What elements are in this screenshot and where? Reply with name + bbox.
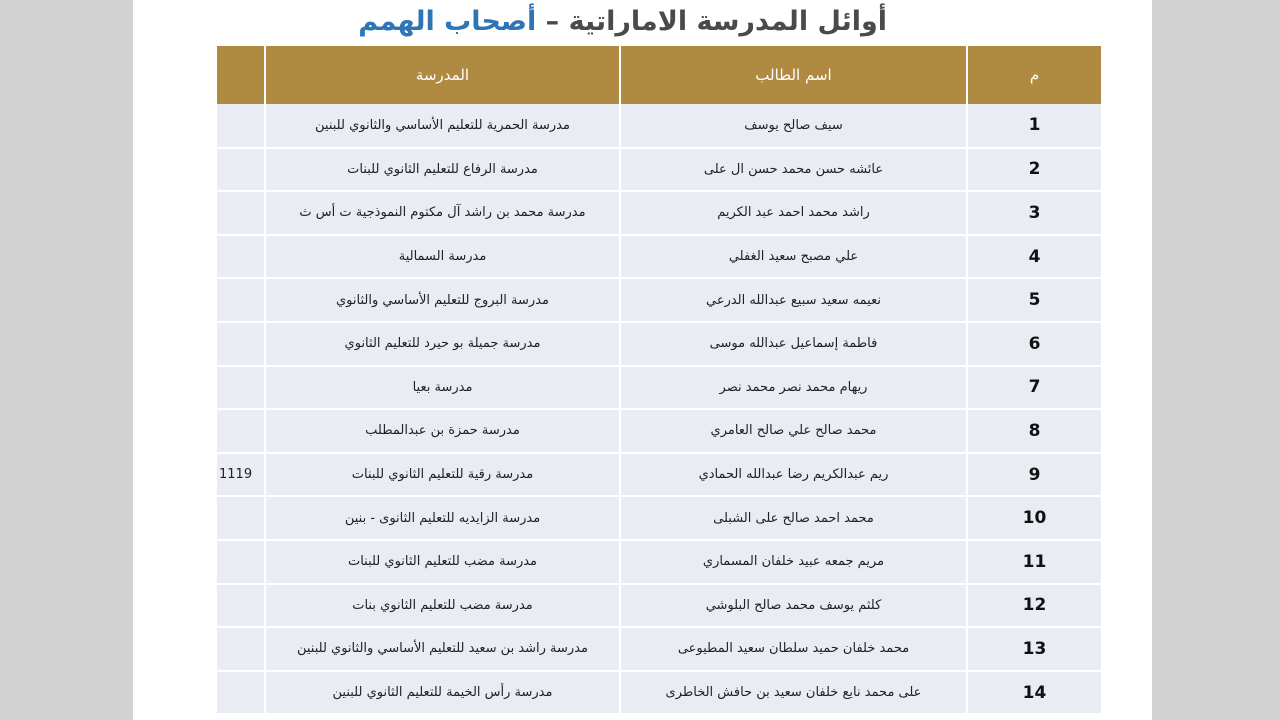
- header-number: م: [967, 46, 1101, 104]
- school-cell: مدرسة حمزة بن عبدالمطلب: [265, 409, 620, 453]
- students-table: [217, 46, 1101, 715]
- header-extra: [217, 46, 265, 104]
- number-cell: 4: [967, 235, 1101, 279]
- number-cell: 2: [967, 148, 1101, 192]
- number-cell: 3: [967, 191, 1101, 235]
- extra-cell: [217, 104, 265, 148]
- student-name-cell: فاطمة إسماعيل عبدالله موسى: [620, 322, 967, 366]
- number-cell: 8: [967, 409, 1101, 453]
- title-dash: –: [536, 6, 569, 37]
- title-main: أوائل المدرسة الاماراتية: [568, 6, 887, 37]
- number-cell: 11: [967, 540, 1101, 584]
- table-row: [217, 496, 1101, 540]
- table-row: [217, 453, 1101, 497]
- table-body: [217, 104, 1101, 714]
- number-cell: 10: [967, 496, 1101, 540]
- school-cell: مدرسة جميلة بو حيرد للتعليم الثانوي: [265, 322, 620, 366]
- extra-cell: [217, 235, 265, 279]
- table-row: [217, 627, 1101, 671]
- student-name-cell: راشد محمد احمد عبد الكريم: [620, 191, 967, 235]
- title-accent: أصحاب الهمم: [358, 6, 537, 37]
- number-cell: 6: [967, 322, 1101, 366]
- number-cell: 7: [967, 366, 1101, 410]
- extra-cell: [217, 540, 265, 584]
- school-cell: مدرسة رقية للتعليم الثانوي للبنات: [265, 453, 620, 497]
- extra-cell: [217, 671, 265, 715]
- extra-cell: [217, 584, 265, 628]
- student-name-cell: ريهام محمد نصر محمد نصر: [620, 366, 967, 410]
- table-row: [217, 191, 1101, 235]
- student-name-cell: مريم جمعه عبيد خلفان المسماري: [620, 540, 967, 584]
- school-cell: مدرسة مضب للتعليم الثانوي بنات: [265, 584, 620, 628]
- extra-cell: [217, 148, 265, 192]
- extra-cell: [217, 191, 265, 235]
- extra-cell: [217, 366, 265, 410]
- school-cell: مدرسة محمد بن راشد آل مكتوم النموذجية ت أس ث: [265, 191, 620, 235]
- slide: [133, 0, 1152, 720]
- student-name-cell: كلثم يوسف محمد صالح البلوشي: [620, 584, 967, 628]
- slide-title: [217, 2, 887, 42]
- extra-cell: [217, 409, 265, 453]
- table-header-row: [217, 46, 1101, 104]
- table-row: [217, 584, 1101, 628]
- student-name-cell: علي مصبح سعيد الغفلي: [620, 235, 967, 279]
- table-row: [217, 540, 1101, 584]
- table-row: [217, 366, 1101, 410]
- extra-cell: [217, 278, 265, 322]
- number-cell: 5: [967, 278, 1101, 322]
- school-cell: مدرسة رأس الخيمة للتعليم الثانوي للبنين: [265, 671, 620, 715]
- header-student-name: اسم الطالب: [620, 46, 967, 104]
- table-row: [217, 322, 1101, 366]
- number-cell: 9: [967, 453, 1101, 497]
- student-name-cell: نعيمه سعيد سبيع عبدالله الدرعي: [620, 278, 967, 322]
- table-row: [217, 148, 1101, 192]
- extra-cell: 1119: [217, 453, 265, 497]
- student-name-cell: محمد احمد صالح على الشبلى: [620, 496, 967, 540]
- extra-cell: [217, 322, 265, 366]
- table-row: [217, 671, 1101, 715]
- table-row: [217, 278, 1101, 322]
- school-cell: مدرسة البروج للتعليم الأساسي والثانوي: [265, 278, 620, 322]
- student-name-cell: سيف صالح يوسف: [620, 104, 967, 148]
- school-cell: مدرسة مضب للتعليم الثانوي للبنات: [265, 540, 620, 584]
- student-name-cell: ريم عبدالكريم رضا عبدالله الحمادي: [620, 453, 967, 497]
- school-cell: مدرسة بعيا: [265, 366, 620, 410]
- school-cell: مدرسة السمالية: [265, 235, 620, 279]
- header-school: المدرسة: [265, 46, 620, 104]
- student-name-cell: محمد خلفان حميد سلطان سعيد المطيوعى: [620, 627, 967, 671]
- table-row: [217, 235, 1101, 279]
- student-name-cell: على محمد نايع خلفان سعيد بن حافش الخاطرى: [620, 671, 967, 715]
- table-row: [217, 104, 1101, 148]
- school-cell: مدرسة راشد بن سعيد للتعليم الأساسي والثانوي للبنين: [265, 627, 620, 671]
- student-name-cell: محمد صالح علي صالح العامري: [620, 409, 967, 453]
- extra-cell: [217, 496, 265, 540]
- school-cell: مدرسة الرفاع للتعليم الثانوي للبنات: [265, 148, 620, 192]
- student-name-cell: عائشه حسن محمد حسن ال على: [620, 148, 967, 192]
- number-cell: 12: [967, 584, 1101, 628]
- school-cell: مدرسة الحمرية للتعليم الأساسي والثانوي للبنين: [265, 104, 620, 148]
- table-row: [217, 409, 1101, 453]
- number-cell: 1: [967, 104, 1101, 148]
- extra-cell: [217, 627, 265, 671]
- number-cell: 13: [967, 627, 1101, 671]
- school-cell: مدرسة الزايديه للتعليم الثانوى - بنين: [265, 496, 620, 540]
- number-cell: 14: [967, 671, 1101, 715]
